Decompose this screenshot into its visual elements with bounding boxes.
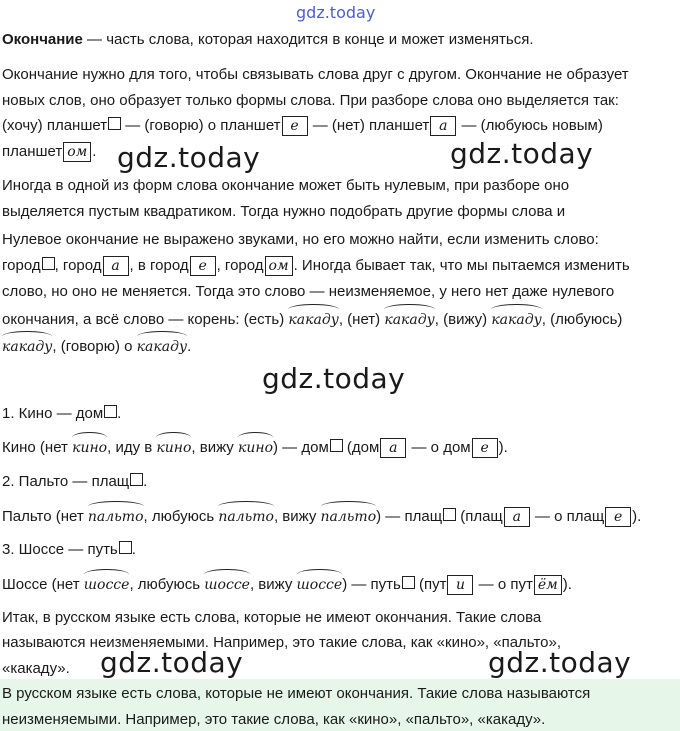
text-segment: , (вижу) xyxy=(434,311,492,328)
text-segment: 2. Пальто — плащ xyxy=(2,473,130,490)
null-ending-box xyxy=(119,541,132,554)
ending-box: е xyxy=(472,438,498,458)
ending-box: а xyxy=(504,507,530,527)
text-segment: , (любуюсь) xyxy=(541,311,623,328)
text-segment: , (нет) xyxy=(338,311,385,328)
p2-line-5: слово, но оно не меняется. Тогда это слово — неизменяемое, у него нет даже нулевого xyxy=(2,283,615,300)
text-segment: ). xyxy=(498,439,508,456)
root-word: какаду xyxy=(2,339,53,355)
ex1-line xyxy=(2,438,508,458)
text-segment: (хочу) планшет xyxy=(2,117,108,134)
ending-box: е xyxy=(282,116,308,136)
root-word: шоссе xyxy=(83,577,130,593)
concl-line-1: Итак, в русском языке есть слова, которые не имеют окончания. Такие слова xyxy=(2,609,542,626)
null-ending-box xyxy=(130,473,143,486)
concl-line-2: называются неизменяемыми. Например, это такие слова, как «кино», «пальто», xyxy=(2,634,562,651)
null-ending-box xyxy=(108,117,121,130)
text-segment: — о плащ xyxy=(530,508,605,525)
text-segment: Пальто (нет xyxy=(2,508,88,525)
root-word: какаду xyxy=(491,312,542,328)
text-segment: ). xyxy=(632,508,642,525)
root-word: кино xyxy=(237,440,274,456)
p2-line-1: Иногда в одной из форм слова окончание может быть нулевым, при разборе оно xyxy=(2,177,570,194)
text-segment: ). xyxy=(562,576,572,593)
p1-line-4 xyxy=(2,142,96,162)
text-segment: . xyxy=(143,473,148,490)
text-segment: — о дом xyxy=(407,439,471,456)
text-segment: — (говорю) о планшет xyxy=(121,117,281,134)
root-word: какаду xyxy=(384,312,435,328)
ending-box: ом xyxy=(265,256,293,276)
ending-box: а xyxy=(430,116,456,136)
watermark: gdz.today xyxy=(450,137,594,170)
watermark: gdz.today xyxy=(100,646,244,679)
text-segment: , город xyxy=(216,257,264,274)
ending-box: а xyxy=(103,256,129,276)
text-segment: , город xyxy=(54,257,102,274)
p1-line-2: новых слов, оно образует только формы слова. При разборе слова оно выделяется так: xyxy=(2,92,619,109)
text-segment: . xyxy=(131,541,136,558)
root-word: кино xyxy=(156,440,192,456)
intro-line xyxy=(2,30,533,50)
root-word: шоссе xyxy=(296,577,343,593)
p2-line-4 xyxy=(2,256,630,276)
text-segment: 1. Кино — дом xyxy=(2,405,104,422)
ending-box: ём xyxy=(534,575,562,595)
watermark: gdz.today xyxy=(262,362,406,395)
text-segment: , (говорю) о xyxy=(52,338,137,355)
root-word: шоссе xyxy=(204,577,250,593)
ex2-title xyxy=(2,472,147,492)
null-ending-box xyxy=(104,405,117,418)
text-segment: ) — плащ xyxy=(376,508,443,525)
answer-line-2: неизменяемыми. Например, это такие слова, как «кино», «пальто», «какаду». xyxy=(2,711,546,728)
ending-box: е xyxy=(605,507,631,527)
concl-line-3: «какаду». xyxy=(2,660,70,677)
ending-box: ом xyxy=(63,142,91,162)
p2-line-7 xyxy=(2,337,191,357)
text-segment: — о пут xyxy=(474,576,533,593)
p2-line-6 xyxy=(2,310,622,330)
text-segment: , любуюсь xyxy=(129,576,205,593)
ex3-line xyxy=(2,575,572,595)
text-segment: окончания, а всё слово — корень: (есть) xyxy=(2,311,289,328)
watermark: gdz.today xyxy=(117,141,261,174)
ex2-line xyxy=(2,507,641,527)
root-word: пальто xyxy=(87,509,144,525)
null-ending-box xyxy=(42,257,55,270)
text-segment: Шоссе (нет xyxy=(2,576,84,593)
root-word: кино xyxy=(72,440,108,456)
text-segment: . xyxy=(92,143,97,160)
text-segment: , в город xyxy=(129,257,189,274)
ex1-title xyxy=(2,404,121,424)
term-bold: Окончание xyxy=(2,31,83,48)
p2-line-2: выделяется пустым квадратиком. Тогда нужно подобрать другие формы слова и xyxy=(2,203,566,220)
text-segment: (плащ xyxy=(456,508,503,525)
text-segment: . xyxy=(117,405,122,422)
root-word: пальто xyxy=(218,509,274,525)
text-segment: планшет xyxy=(2,143,63,160)
p1-line-3 xyxy=(2,116,603,136)
text-segment: Кино (нет xyxy=(2,439,73,456)
text-segment: . Иногда бывает так, что мы пытаемся изменить xyxy=(293,257,630,274)
watermark: gdz.today xyxy=(488,646,632,679)
text-segment: ) — путь xyxy=(342,576,401,593)
null-ending-box xyxy=(330,439,343,452)
null-ending-box xyxy=(443,508,456,521)
text-segment: ) — дом xyxy=(273,439,329,456)
text-segment: (дом xyxy=(342,439,380,456)
p2-line-3: Нулевое окончание не выражено звуками, но его можно найти, если изменить слово: xyxy=(2,231,599,248)
root-word: какаду xyxy=(136,339,188,355)
text-segment: (пут xyxy=(414,576,447,593)
ending-box: а xyxy=(380,438,406,458)
text-segment: . xyxy=(187,338,192,355)
answer-block xyxy=(0,679,680,731)
root-word: пальто xyxy=(320,509,377,525)
ending-box: е xyxy=(190,256,216,276)
watermark-top: gdz.today xyxy=(296,3,376,22)
null-ending-box xyxy=(402,576,415,589)
text-segment: , любуюсь xyxy=(143,508,219,525)
text-segment: город xyxy=(2,257,41,274)
text-segment: — часть слова, которая находится в конце и может изменяться. xyxy=(82,31,534,48)
text-segment: — (любуюсь новым) xyxy=(457,117,603,134)
ending-box: и xyxy=(447,575,473,595)
text-segment: , вижу xyxy=(249,576,297,593)
text-segment: , вижу xyxy=(191,439,238,456)
p1-line-1: Окончание нужно для того, чтобы связывать слова друг с другом. Окончание не образует xyxy=(2,66,629,83)
text-segment: , иду в xyxy=(107,439,157,456)
text-segment: 3. Шоссе — путь xyxy=(2,541,118,558)
ex3-title xyxy=(2,540,136,560)
text-segment: — (нет) планшет xyxy=(308,117,430,134)
root-word: какаду xyxy=(288,312,339,328)
text-segment: , вижу xyxy=(273,508,321,525)
answer-line-1: В русском языке есть слова, которые не имеют окончания. Такие слова называются xyxy=(2,685,591,702)
